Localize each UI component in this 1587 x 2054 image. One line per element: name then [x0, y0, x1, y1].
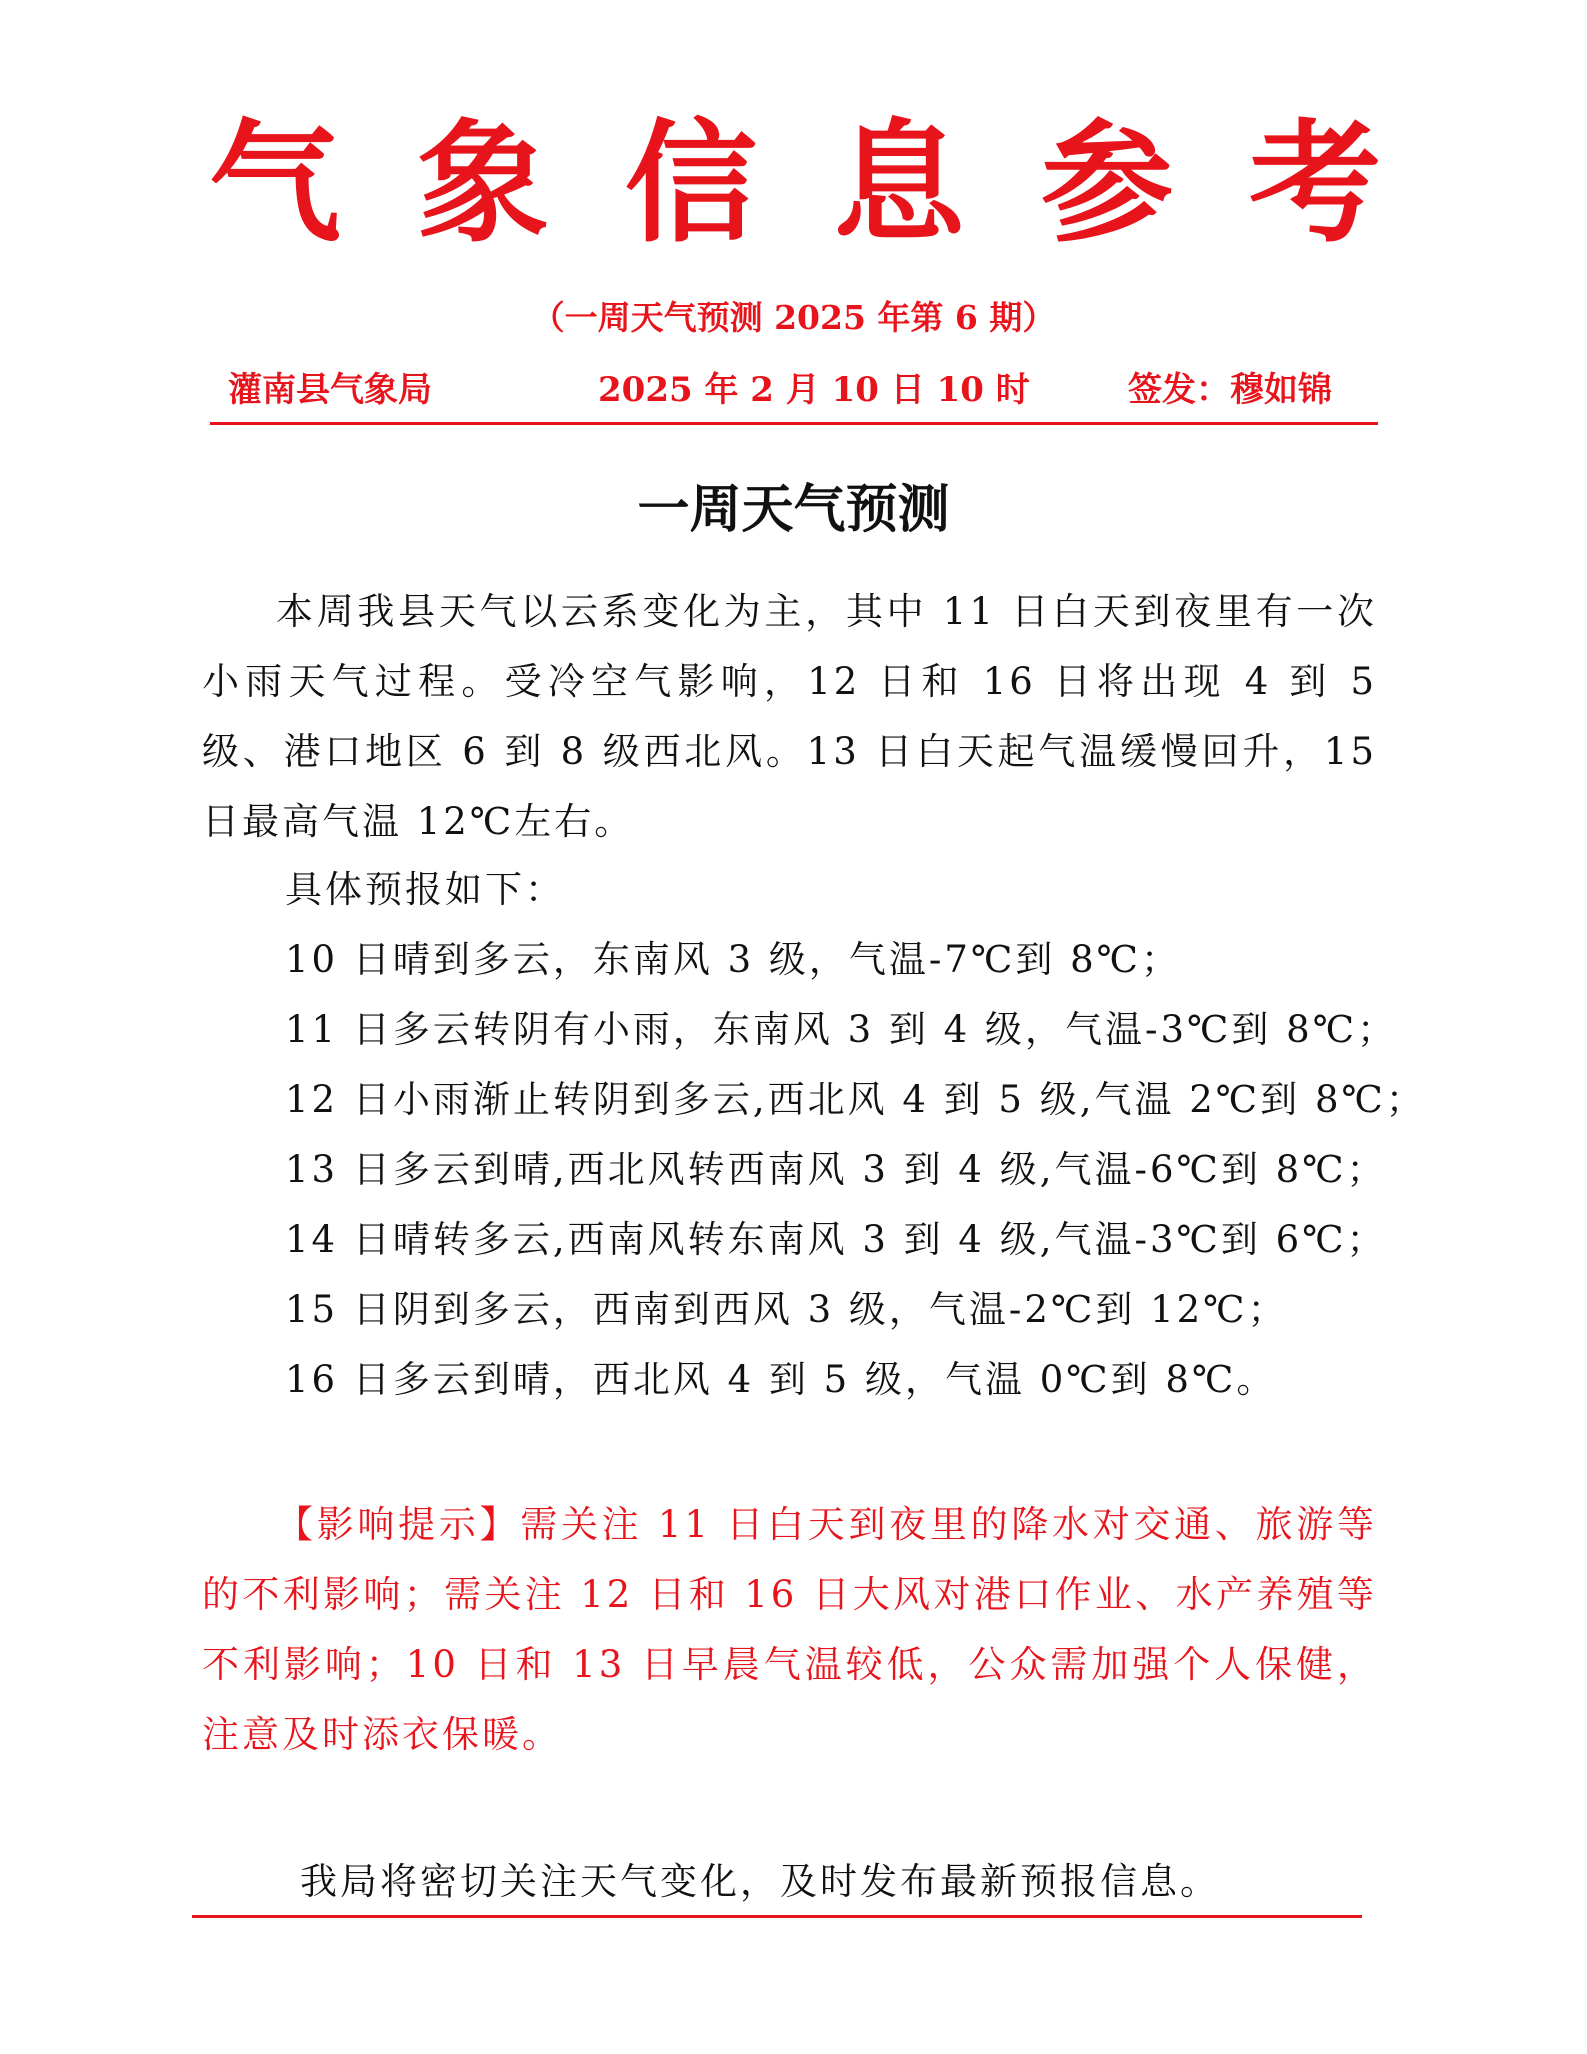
forecast-item: 13 日多云到晴,西北风转西南风 3 到 4 级,气温-6℃到 8℃；: [285, 1148, 1387, 1191]
masthead-char: 气: [209, 107, 341, 261]
forecast-list: [285, 855, 1426, 1415]
masthead-char: 参: [1041, 107, 1173, 261]
details-intro: 具体预报如下：: [285, 868, 565, 911]
issue-date: 2025 年 2 月 10 日 10 时: [598, 370, 1030, 410]
header-divider: [210, 422, 1378, 425]
forecast-item: 11 日多云转阴有小雨，东南风 3 到 4 级，气温-3℃到 8℃；: [285, 1008, 1398, 1051]
forecast-item: 10 日晴到多云，东南风 3 级，气温-7℃到 8℃；: [285, 938, 1182, 981]
masthead-char: 信: [625, 107, 757, 261]
forecast-item: 12 日小雨渐止转阴到多云,西北风 4 到 5 级,气温 2℃到 8℃；: [285, 1078, 1426, 1121]
forecast-item: 15 日阴到多云，西南到西风 3 级，气温-2℃到 12℃；: [285, 1288, 1288, 1331]
masthead-title: [200, 107, 1390, 261]
signer: 签发：穆如锦: [1128, 370, 1332, 410]
masthead-char: 考: [1249, 107, 1381, 261]
masthead-char: 象: [417, 107, 549, 261]
footer-divider: [192, 1915, 1362, 1918]
summary-paragraph: 本周我县天气以云系变化为主，其中 11 日白天到夜里有一次小雨天气过程。受冷空气影响，12 日和 16 日将出现 4 到 5 级、港口地区 6 到 8 级西北风。13 日白天起气温缓慢回升，15 日最高气温 12℃左右。: [202, 590, 1377, 843]
masthead-char: 息: [833, 107, 965, 261]
issue-number: （一周天气预测 2025 年第 6 期）: [531, 298, 1056, 337]
document-title: 一周天气预测: [637, 480, 950, 540]
summary-section: [202, 577, 1377, 857]
impact-notice-section: [202, 1490, 1377, 1770]
issuing-organization: 灌南县气象局: [228, 370, 432, 410]
forecast-item: 16 日多云到晴，西北风 4 到 5 级，气温 0℃到 8℃。: [285, 1358, 1277, 1401]
forecast-item: 14 日晴转多云,西南风转东南风 3 到 4 级,气温-3℃到 6℃；: [285, 1218, 1387, 1261]
impact-notice: 【影响提示】需关注 11 日白天到夜里的降水对交通、旅游等的不利影响；需关注 12 日和 16 日大风对港口作业、水产养殖等不利影响；10 日和 13 日早晨气温较低，公众需加强个人保健，注意及时添衣保暖。: [202, 1503, 1377, 1756]
closing-statement: 我局将密切关注天气变化，及时发布最新预报信息。: [300, 1860, 1220, 1903]
